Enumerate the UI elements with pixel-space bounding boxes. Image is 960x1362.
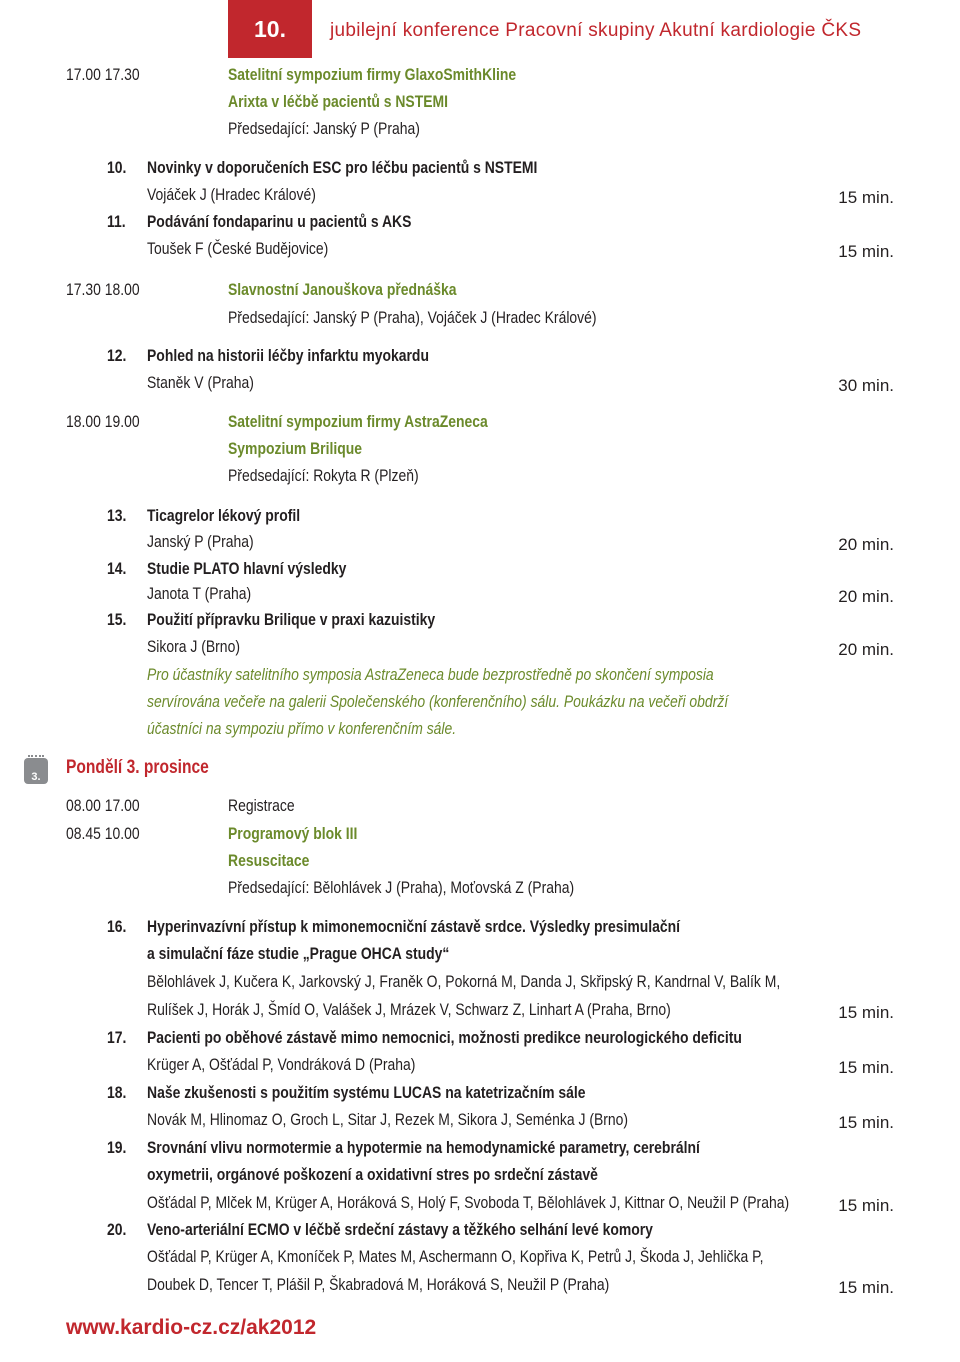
talk-duration: 15 min. (838, 1058, 894, 1077)
talk-duration: 15 min. (838, 1196, 894, 1215)
talk-number: 16. (107, 917, 127, 936)
talk-number: 11. (107, 212, 126, 231)
talk-title: Pacienti po oběhové zástavě mimo nemocnici, možnosti predikce neurologického deficitu (147, 1028, 742, 1047)
talk-number: 13. (107, 506, 127, 525)
session-title: Satelitní sympozium firmy GlaxoSmithKline (228, 65, 517, 84)
talk-title: a simulační fáze studie „Prague OHCA study“ (147, 944, 450, 963)
talk-title: Novinky v doporučeních ESC pro léčbu pacientů s NSTEMI (147, 158, 538, 177)
talk-authors: Toušek F (České Budějovice) (147, 239, 329, 258)
talk-title: Hyperinvazívní přístup k mimonemocniční zástavě srdce. Výsledky presimulační (147, 917, 681, 936)
talk-duration: 15 min. (838, 1278, 894, 1297)
talk-title: Ticagrelor lékový profil (147, 506, 301, 525)
talk-title: Srovnání vlivu normotermie a hypotermie na hemodynamické parametry, cerebrální (147, 1138, 700, 1157)
talk-number: 15. (107, 610, 127, 629)
session-subtitle: Arixta v léčbě pacientů s NSTEMI (228, 92, 449, 111)
talk-authors: Sikora J (Brno) (147, 637, 240, 656)
page-header (0, 0, 960, 58)
session-title: Satelitní sympozium firmy AstraZeneca (228, 412, 488, 431)
talk-duration: 15 min. (838, 188, 894, 207)
note-line: účastníci na sympoziu přímo v konferenčním sále. (147, 719, 457, 738)
talk-number: 17. (107, 1028, 127, 1047)
session-title: Programový blok III (228, 824, 358, 843)
talk-duration: 30 min. (838, 376, 894, 395)
calendar-icon (24, 758, 48, 784)
talk-number: 10. (107, 158, 127, 177)
session-title: Registrace (228, 796, 295, 815)
session-chair: Předsedající: Janský P (Praha) (228, 119, 420, 138)
talk-duration: 20 min. (838, 587, 894, 606)
note-line: Pro účastníky satelitního symposia AstraZeneca bude bezprostředně po skončení symposia (147, 665, 714, 684)
talk-title: Pohled na historii léčby infarktu myokardu (147, 346, 429, 365)
talk-authors: Ošťádal P, Krüger A, Kmoníček P, Mates M, Aschermann O, Kopřiva K, Petrů J, Škoda J, Jehlička P, (147, 1247, 764, 1266)
talk-authors: Novák M, Hlinomaz O, Groch L, Sitar J, Rezek M, Sikora J, Seménka J (Brno) (147, 1110, 629, 1129)
talk-authors: Ošťádal P, Mlček M, Krüger A, Horáková S, Holý F, Svoboda T, Bělohlávek J, Kittnar O, Neužil P (Praha) (147, 1193, 790, 1212)
talk-title: Studie PLATO hlavní výsledky (147, 559, 347, 578)
footer-url[interactable]: www.kardio-cz.cz/ak2012 (66, 1316, 317, 1339)
talk-authors: Doubek D, Tencer T, Plášil P, Škabradová M, Horáková S, Neužil P (Praha) (147, 1275, 610, 1294)
session-time: 18.00 19.00 (66, 412, 140, 431)
talk-number: 19. (107, 1138, 127, 1157)
talk-title: Veno-arteriální ECMO v léčbě srdeční zástavy a těžkého selhání levé komory (147, 1220, 653, 1239)
conference-number-badge: 10. (228, 0, 312, 58)
session-time: 17.00 17.30 (66, 65, 140, 84)
talk-title: Podávání fondaparinu u pacientů s AKS (147, 212, 412, 231)
talk-authors: Krüger A, Ošťádal P, Vondráková D (Praha) (147, 1055, 416, 1074)
session-time: 08.00 17.00 (66, 796, 140, 815)
talk-authors: Vojáček J (Hradec Králové) (147, 185, 316, 204)
talk-duration: 20 min. (838, 535, 894, 554)
talk-duration: 15 min. (838, 242, 894, 261)
talk-title: Použití přípravku Brilique v praxi kazuistiky (147, 610, 436, 629)
session-time: 08.45 10.00 (66, 824, 140, 843)
talk-title: Naše zkušenosti s použitím systému LUCAS na katetrizačním sále (147, 1083, 586, 1102)
talk-authors: Bělohlávek J, Kučera K, Jarkovský J, Franěk O, Pokorná M, Danda J, Skřipský R, Kandrnal V, Balík M, (147, 972, 781, 991)
talk-authors: Janota T (Praha) (147, 584, 252, 603)
session-chair: Předsedající: Bělohlávek J (Praha), Moťovská Z (Praha) (228, 878, 575, 897)
day-heading: Pondělí 3. prosince (66, 757, 209, 778)
session-chair: Předsedající: Janský P (Praha), Vojáček J (Hradec Králové) (228, 308, 597, 327)
talk-duration: 15 min. (838, 1113, 894, 1132)
session-time: 17.30 18.00 (66, 280, 140, 299)
talk-number: 14. (107, 559, 127, 578)
session-title: Slavnostní Janouškova přednáška (228, 280, 457, 299)
conference-title: jubilejní konference Pracovní skupiny Akutní kardiologie ČKS (330, 20, 862, 41)
talk-authors: Staněk V (Praha) (147, 373, 254, 392)
talk-duration: 20 min. (838, 640, 894, 659)
session-subtitle: Resuscitace (228, 851, 310, 870)
talk-authors: Rulíšek J, Horák J, Šmíd O, Valášek J, Mrázek V, Schwarz Z, Linhart A (Praha, Brno) (147, 1000, 671, 1019)
note-line: servírována večeře na galerii Společenského (konferenčního) sálu. Poukázku na večeři obdrží (147, 692, 729, 711)
session-chair: Předsedající: Rokyta R (Plzeň) (228, 466, 419, 485)
session-subtitle: Sympozium Brilique (228, 439, 363, 458)
talk-number: 12. (107, 346, 127, 365)
talk-title: oxymetrii, orgánové poškození a oxidativní stres po srdeční zástavě (147, 1165, 598, 1184)
talk-number: 18. (107, 1083, 127, 1102)
talk-authors: Janský P (Praha) (147, 532, 254, 551)
talk-number: 20. (107, 1220, 127, 1239)
calendar-day-number: 3. (31, 771, 41, 783)
talk-duration: 15 min. (838, 1003, 894, 1022)
